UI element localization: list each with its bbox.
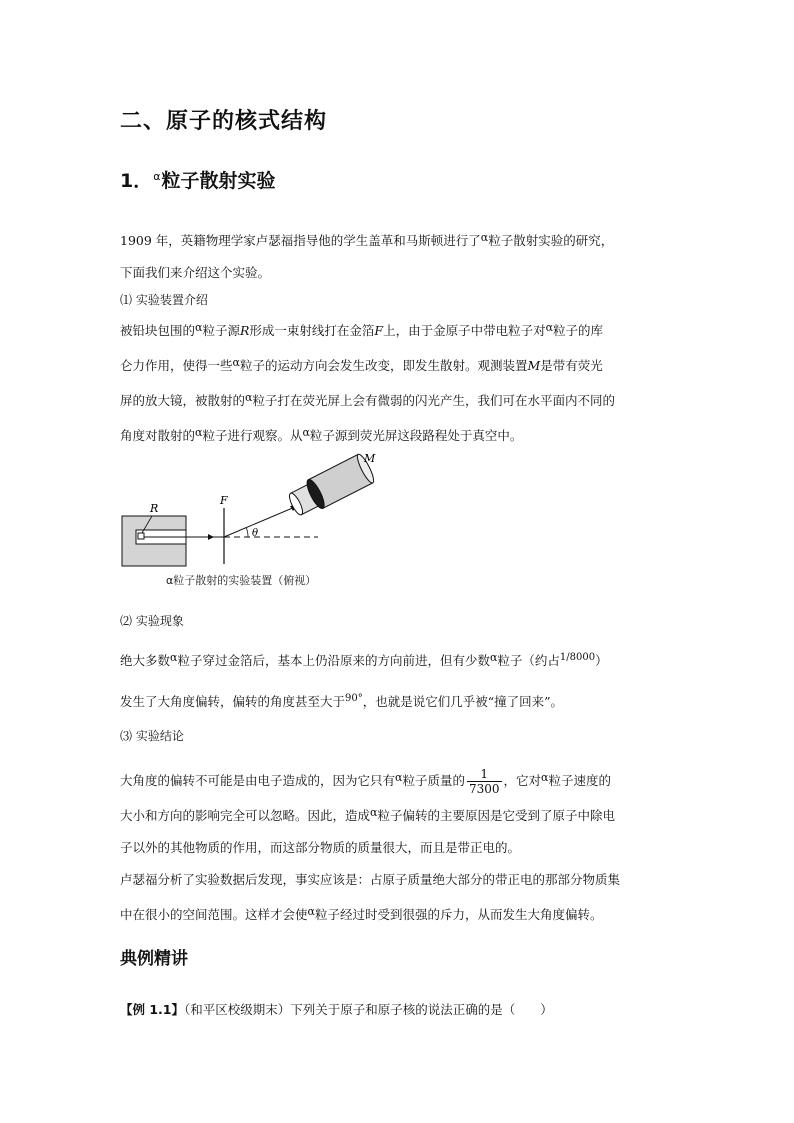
body-text: 粒子穿过金箔后，基本上仍沿原来的方向前进，但有少数 [177, 653, 490, 668]
body-text: ，它对 [503, 773, 542, 788]
body-text: 形成一束射线打在金箔 [249, 323, 375, 338]
subsection-number: 1． [120, 170, 153, 192]
symbol-f: F [374, 323, 384, 338]
subsection-title-text: 粒子散射实验 [161, 170, 276, 192]
body-text: 粒子的运动方向会发生改变，即发生散射。观测装置 [239, 358, 528, 373]
label-f: F [220, 494, 228, 507]
intro-paragraph [120, 222, 680, 289]
scattering-apparatus-diagram [118, 444, 388, 572]
scattered-beam [224, 504, 302, 537]
alpha-symbol: α [545, 321, 554, 334]
body-text: 卢瑟福分析了实验数据后发现，事实应该是：占原子质量绝大部分的带正电的那部分物质集 [120, 872, 621, 887]
alpha-symbol: α [232, 356, 240, 369]
body-text: 粒子速度的 [548, 773, 611, 788]
body-text: 发生了大角度偏转，偏转的角度甚至大于 [120, 694, 346, 709]
body-text: 粒子经过时受到很强的斥力，从而发生大角度偏转。 [314, 907, 603, 922]
diagram-caption: α粒子散射的实验装置（俯视） [166, 574, 317, 587]
section-title: 二、原子的核式结构 [120, 109, 328, 134]
label-theta: θ [252, 528, 259, 539]
body-text: 粒子的库 [553, 323, 604, 338]
beam-arrow-icon [208, 534, 214, 540]
alpha-symbol: α [245, 391, 253, 404]
body-text: 粒子源到荧光屏这段路程处于真空中。 [309, 428, 523, 443]
intro-text: 下面我们来介绍这个实验。 [120, 265, 271, 280]
body-text: 被铅块包围的 [120, 323, 196, 338]
part3-label: ⑶ 实验结论 [120, 729, 184, 743]
body-text: 是带有荧光 [540, 358, 603, 373]
part1-paragraph [120, 312, 680, 452]
body-text: 粒子（约占 [497, 653, 560, 668]
body-text: 粒子打在荧光屏上会有微弱的闪光产生，我们可在水平面内不同的 [252, 393, 615, 408]
alpha-symbol: α [489, 651, 498, 664]
body-text: 大小和方向的影响完全可以忽略。因此，造成 [120, 808, 371, 823]
intro-text: 1909 年，英籍物理学家卢瑟福指导他的学生盖革和马斯顿进行了 [120, 233, 481, 248]
mass-fraction [467, 767, 502, 796]
alpha-symbol: α [480, 231, 489, 244]
body-text: 粒子进行观察。从 [202, 428, 303, 443]
angle-value: 90° [345, 693, 363, 704]
symbol-r: R [239, 323, 250, 338]
body-text: ） [595, 653, 608, 668]
alpha-symbol: α [302, 426, 310, 439]
alpha-symbol: α [153, 170, 161, 183]
alpha-symbol: α [395, 771, 403, 784]
subsection-title [120, 166, 276, 193]
body-text: 粒子质量的 [402, 773, 465, 788]
label-r: R [150, 502, 159, 515]
fraction-numerator: 1 [467, 767, 502, 782]
theta-arc [246, 527, 248, 537]
part2-paragraph [120, 642, 680, 718]
body-text: 屏的放大镜，被散射的 [120, 393, 246, 408]
alpha-symbol: α [195, 426, 203, 439]
example-tag: 【例 1.1】 [120, 1002, 184, 1017]
fraction-denominator: 7300 [468, 782, 500, 796]
example-text: （和平区校级期末）下列关于原子和原子核的说法正确的是（ ） [184, 1002, 553, 1017]
body-text: 绝大多数 [120, 653, 171, 668]
body-text: ，也就是说它们几乎被“撞了回来”。 [362, 694, 564, 709]
microscope [285, 453, 376, 521]
intro-text: 粒子散射实验的研究， [488, 233, 614, 248]
body-text: 大角度的偏转不可能是由电子造成的，因为它只有 [120, 773, 396, 788]
body-text: 中在很小的空间范围。这样才会使 [120, 907, 308, 922]
alpha-symbol: α [307, 905, 315, 918]
body-text: 粒子源 [202, 323, 240, 338]
alpha-symbol: α [170, 651, 178, 664]
example-question [120, 1000, 553, 1018]
part1-label: ⑴ 实验装置介绍 [120, 293, 208, 307]
symbol-m: M [527, 358, 541, 373]
ratio-value: 1/8000 [559, 652, 596, 663]
alpha-symbol: α [370, 806, 378, 819]
body-text: 角度对散射的 [120, 428, 196, 443]
body-text: 粒子偏转的主要原因是它受到了原子中除电 [377, 808, 615, 823]
label-m: M [364, 452, 376, 465]
body-text: 子以外的其他物质的作用，而这部分物质的质量很大，而且是带正电的。 [120, 840, 521, 855]
alpha-symbol: α [195, 321, 203, 334]
part3-paragraph [120, 762, 680, 931]
part2-label: ⑵ 实验现象 [120, 614, 184, 628]
examples-heading: 典例精讲 [120, 949, 188, 969]
alpha-symbol: α [541, 771, 549, 784]
body-text: 上，由于金原子中带电粒子对 [383, 323, 546, 338]
body-text: 仑力作用，使得一些 [120, 358, 233, 373]
